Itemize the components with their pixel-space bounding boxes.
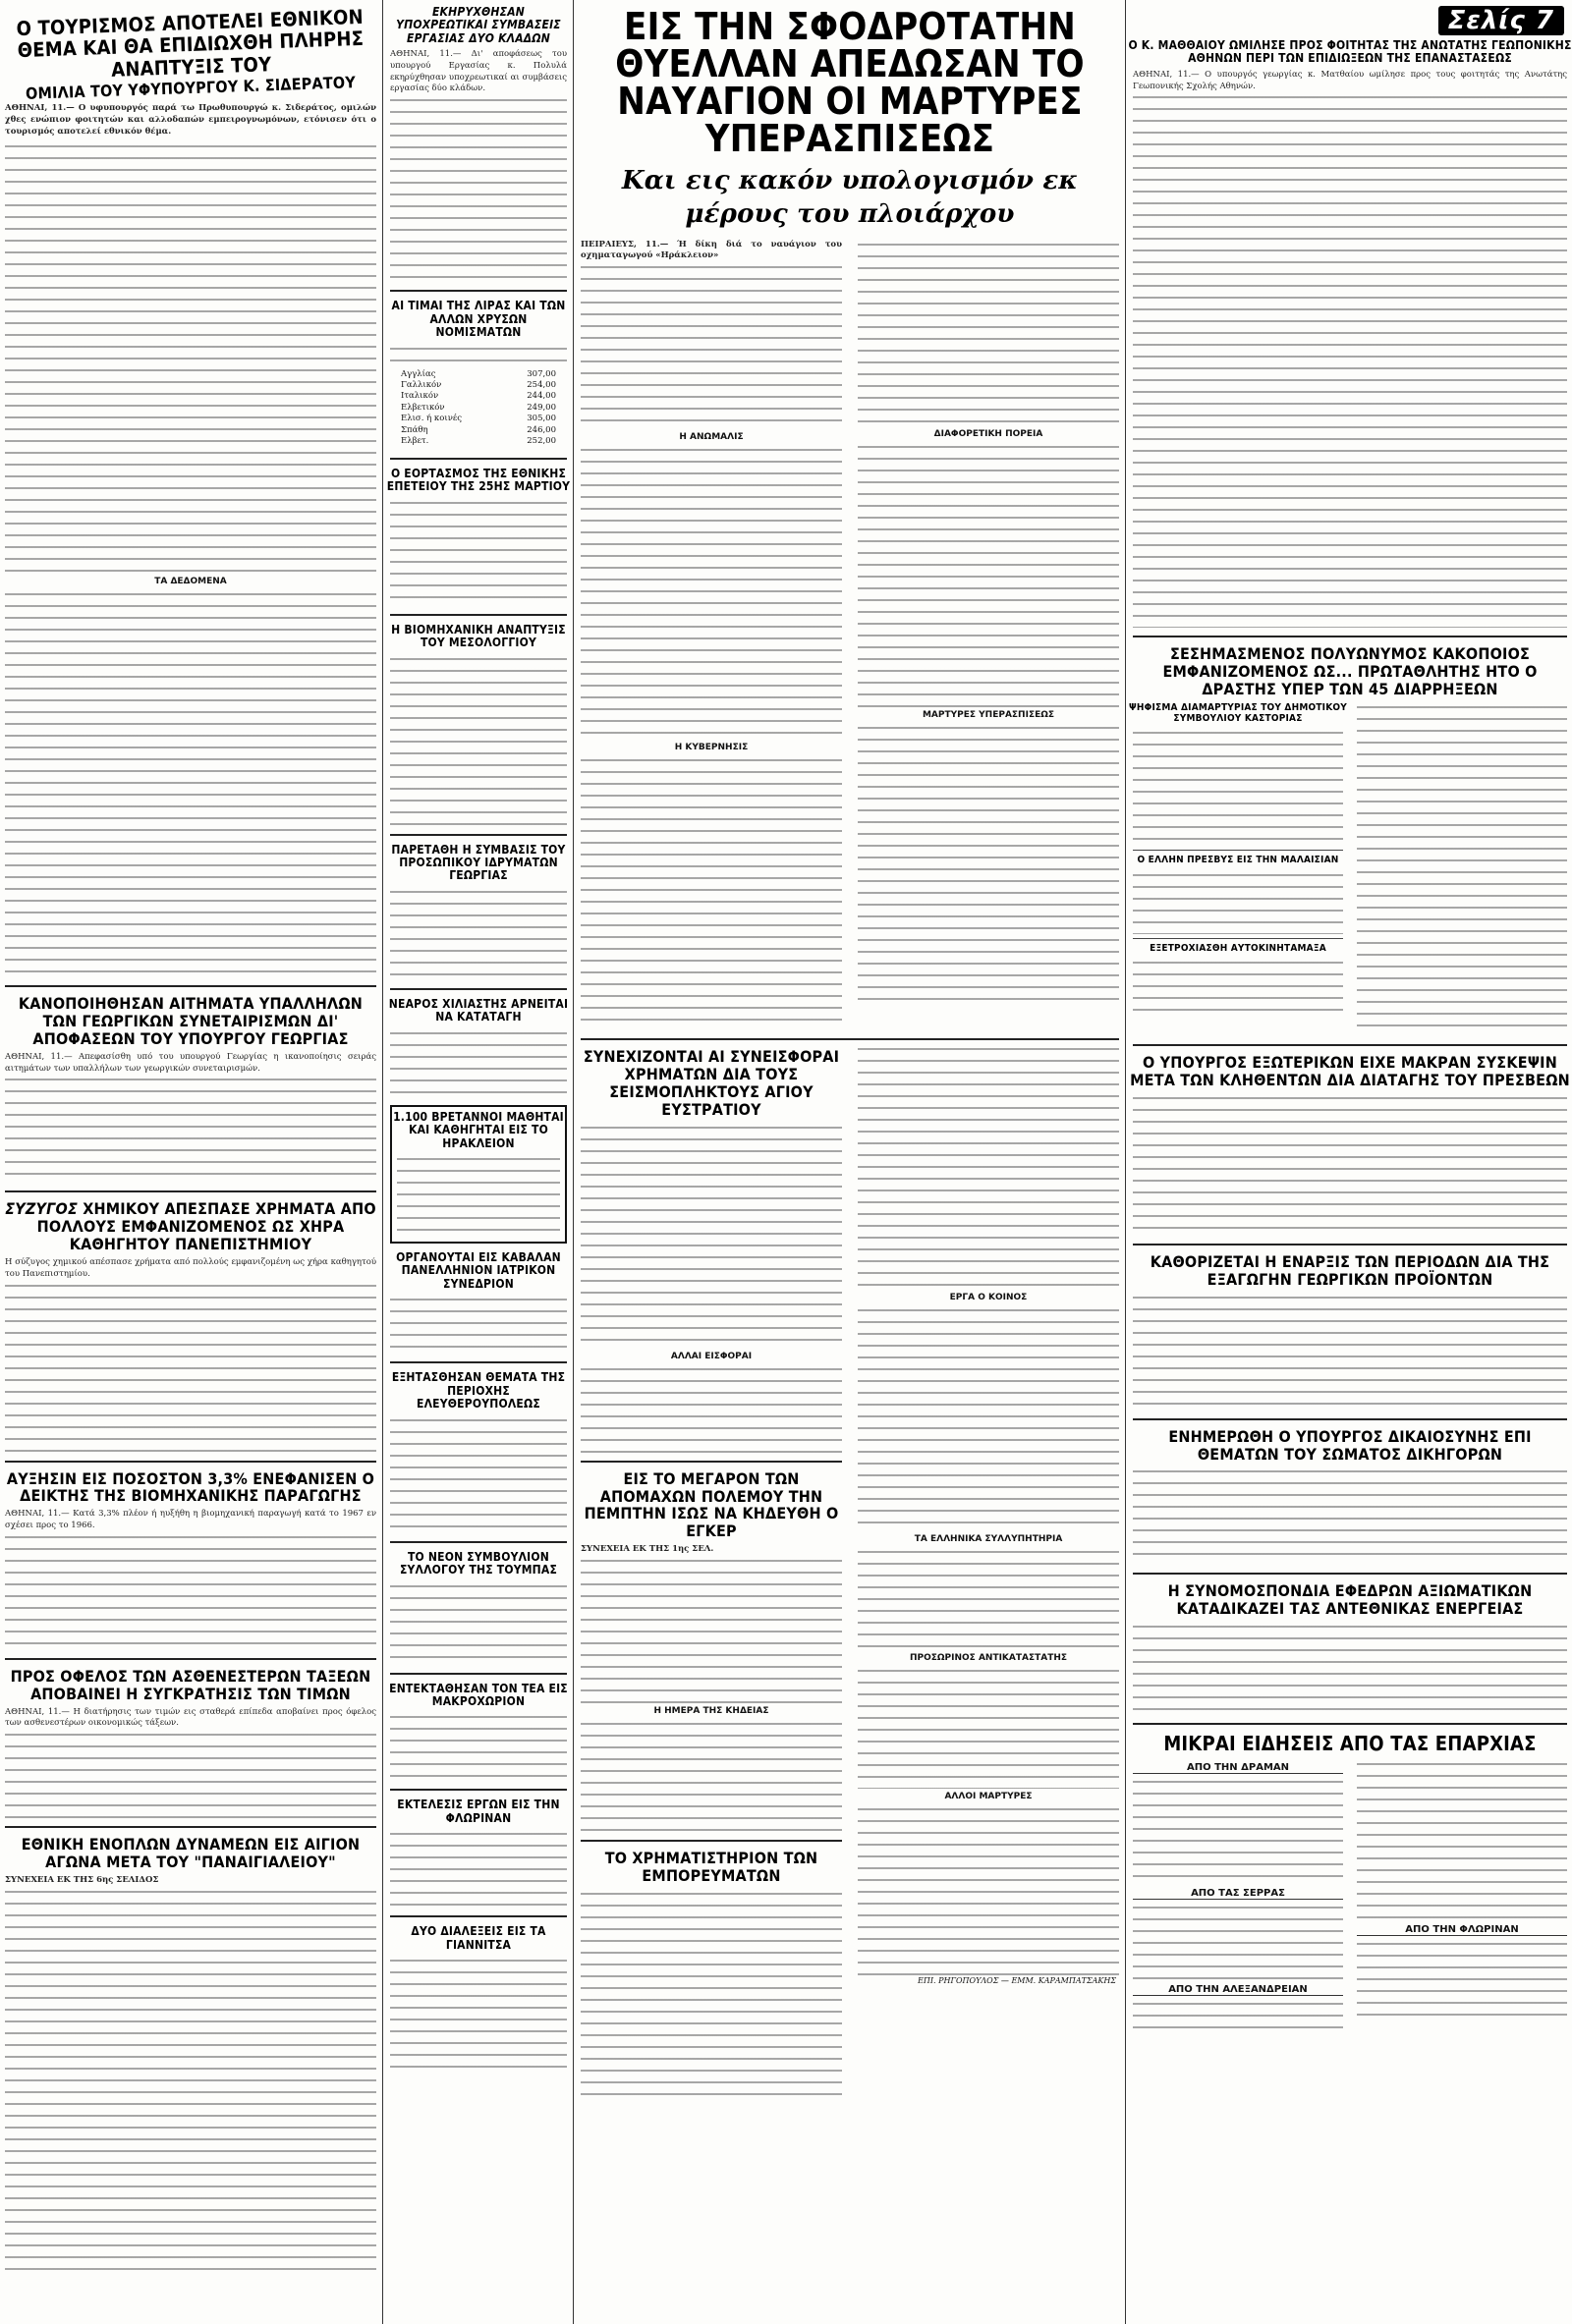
- article-lead: ΑΘΗΝΑΙ, 11.— Δι' αποφάσεως του υπουργού Εργασίας κ. Πολυλά εκηρύχθησαν υποχρεωτικαί αι συμβάσεις εργασίας δύο κλάδων.: [390, 49, 567, 94]
- article-body-text: [5, 1730, 376, 1818]
- article-body-text: [1357, 1759, 1567, 1921]
- article-kavala-congress: [385, 1247, 572, 1357]
- subheadline: ΟΜΙΛΙΑ ΤΟΥ ΥΦΥΠΟΥΡΓΟΥ Κ. ΣΙΔΕΡΑΤΟΥ: [25, 73, 357, 104]
- divider: [581, 1840, 842, 1842]
- article-body-text: [858, 442, 1119, 707]
- divider: [1133, 636, 1567, 637]
- divider: [390, 988, 567, 990]
- column-2: [385, 0, 572, 2324]
- headline: ΕΚΤΕΛΕΣΙΣ ΕΡΓΩΝ ΕΙΣ ΤΗΝ ΦΛΩΡΙΝΑΝ: [397, 1798, 560, 1825]
- section-subhead: Η ΚΥΒΕΡΝΗΣΙΣ: [674, 743, 749, 753]
- headline: ΕΙΣ ΤΟ ΜΕΓΑΡΟΝ ΤΩΝ ΑΠΟΜΑΧΩΝ ΠΟΛΕΜΟΥ ΤΗΝ ΠΕΜΠΤΗΝ ΙΣΩΣ ΝΑ ΚΗΔΕΥΘΗ Ο ΕΓΚΕΡ: [584, 1468, 839, 1541]
- headline: ΕΚΗΡΥΧΘΗΣΑΝ ΥΠΟΧΡΕΩΤΙΚΑΙ ΣΥΜΒΑΣΕΙΣ ΕΡΓΑΣΙΑΣ ΔΥΟ ΚΛΑΔΩΝ: [396, 5, 561, 45]
- divider: [5, 1461, 376, 1463]
- headline: Ο Κ. ΜΑΘΘΑΙΟΥ ΩΜΙΛΗΣΕ ΠΡΟΣ ΦΟΙΤΗΤΑΣ ΤΗΣ ΑΝΩΤΑΤΗΣ ΓΕΩΠΟΝΙΚΗΣ ΑΘΗΝΩΝ ΠΕΡΙ ΤΩΝ ΕΠΙΔΙΩΞΕΩΝ ΤΗΣ ΕΠΑΝΑΣΤΑΣΕΩΣ: [1128, 38, 1572, 66]
- lower-columns: [576, 1044, 1124, 2109]
- article-body-text: [581, 445, 842, 740]
- main-subheadline: Και εις κακόν υπολογισμόν εκ μέρους του πλοιάρχου: [621, 166, 1079, 229]
- divider: [1133, 1244, 1567, 1245]
- divider: [1133, 1418, 1567, 1420]
- article-tourism: [0, 0, 381, 981]
- headline: ΑΙ ΤΙΜΑΙ ΤΗΣ ΛΙΡΑΣ ΚΑΙ ΤΩΝ ΑΛΛΩΝ ΧΡΥΣΩΝ ΝΟΜΙΣΜΑΤΩΝ: [391, 299, 566, 340]
- headline: Ο ΥΠΟΥΡΓΟΣ ΕΞΩΤΕΡΙΚΩΝ ΕΙΧΕ ΜΑΚΡΑΝ ΣΥΣΚΕΨΙΝ ΜΕΤΑ ΤΩΝ ΚΛΗΘΕΝΤΩΝ ΔΙΑ ΔΙΑΤΑΓΗΣ ΤΟΥ ΠΡΕΣΒΕΩΝ: [1130, 1053, 1570, 1089]
- article-lead: ΑΘΗΝΑΙ, 11.— Ο υφυπουργός παρά τω Πρωθυπουργώ κ. Σιδεράτος, ομιλών χθες ενώπιον φοιτητών και αλλοδαπών εμπειρογνωμόνων, ετόνισεν ότι ο τουρισμός αποτελεί εθνικόν θέμα.: [5, 103, 376, 137]
- headline: ΕΝΤΕΚΤΑΘΗΣΑΝ ΤΟΝ ΤΕΑ ΕΙΣ ΜΑΚΡΟΧΩΡΙΟΝ: [389, 1681, 568, 1708]
- headline: ΤΟ ΧΡΗΜΑΤΙΣΤΗΡΙΟΝ ΤΩΝ ΕΜΠΟΡΕΥΜΑΤΩΝ: [604, 1849, 818, 1885]
- section-title: ΑΠΟ ΤΑΣ ΣΕΡΡΑΣ: [1133, 1888, 1343, 1900]
- headline: Ο ΕΛΛΗΝ ΠΡΕΣΒΥΣ ΕΙΣ ΤΗΝ ΜΑΛΑΙΣΙΑΝ: [1137, 855, 1339, 866]
- article-body-text: [390, 1829, 567, 1908]
- article-lead: ΑΘΗΝΑΙ, 11.— Ο υπουργός γεωργίας κ. Ματθαίου ωμίλησε προς τους φοιτητάς της Ανωτάτης Γεωπονικής Σχολής Αθηνών.: [1133, 69, 1567, 91]
- divider: [390, 290, 567, 292]
- article-burglar: [1128, 641, 1572, 1040]
- article-body-text: [390, 1295, 567, 1354]
- column-3: [576, 0, 1124, 2324]
- article-makrochori: [385, 1679, 572, 1786]
- divider: [581, 1461, 842, 1463]
- article-columns: [1128, 702, 1572, 1036]
- column-rule: [1125, 0, 1126, 2324]
- article-body-text: [1133, 1622, 1567, 1715]
- article-subcolumn: [576, 1044, 847, 2109]
- divider: [1133, 1723, 1567, 1725]
- gold-price-row: [401, 436, 556, 447]
- column-rule: [573, 0, 574, 2324]
- article-chemist-wife: [0, 1196, 381, 1456]
- headline-kicker: ΣΥΖΥΓΟΣ: [5, 1199, 78, 1219]
- headline: Η ΒΙΟΜΗΧΑΝΙΚΗ ΑΝΑΠΤΥΞΙΣ ΤΟΥ ΜΕΣΟΛΟΓΓΙΟΥ: [391, 622, 566, 650]
- article-body-text: [5, 589, 376, 977]
- article-body-text: [397, 1154, 560, 1238]
- article-commodity-exchange: [576, 1846, 847, 2109]
- article-body-text: [1133, 1466, 1567, 1565]
- article-earthquake-aid: [576, 1044, 847, 1457]
- article-body-text: [858, 1305, 1119, 1531]
- coin-name: Αγγλίας: [401, 368, 436, 379]
- headline-text: ΧΗΜΙΚΟΥ ΑΠΕΣΠΑΣΕ ΧΡΗΜΑΤΑ ΑΠΟ ΠΟΛΛΟΥΣ ΕΜΦΑΝΙΖΟΜΕΝΟΣ ΩΣ ΧΗΡΑ ΚΑΘΗΓΗΤΟΥ ΠΑΝΕΠΙΣΤΗΜΙΟΥ: [36, 1199, 376, 1254]
- dateline: ΠΕΙΡΑΙΕΥΣ, 11.— Ή δίκη διά το ναυάγιον του οχηματαγωγού «Ηράκλειον»: [581, 239, 842, 261]
- section-subhead: Η ΑΝΩΜΑΛΙΣ: [679, 432, 744, 443]
- article-export-periods: [1128, 1249, 1572, 1414]
- article-body-text: [581, 262, 842, 429]
- headline: ΨΗΦΙΣΜΑ ΔΙΑΜΑΡΤΥΡΙΑΣ ΤΟΥ ΔΗΜΟΤΙΚΟΥ ΣΥΜΒΟΥΛΙΟΥ ΚΑΣΤΟΡΙΑΣ: [1129, 702, 1347, 725]
- article-body-text: [390, 1415, 567, 1533]
- main-headline: ΕΙΣ ΤΗΝ ΣΦΟΔΡΟΤΑΤΗΝ ΘΥΕΛΛΑΝ ΑΠΕΔΩΣΑΝ ΤΟ ΝΑΥΑΓΙΟΝ ΟΙ ΜΑΡΤΥΡΕΣ ΥΠΕΡΑΣΠΙΣΕΩΣ: [615, 5, 1085, 160]
- headline: ΑΥΞΗΣΙΝ ΕΙΣ ΠΟΣΟΣΤΟΝ 3,3% ΕΝΕΦΑΝΙΣΕΝ Ο ΔΕΙΚΤΗΣ ΤΗΣ ΒΙΟΜΗΧΑΝΙΚΗΣ ΠΑΡΑΓΩΓΗΣ: [6, 1468, 375, 1506]
- article-industry-index: [0, 1466, 381, 1654]
- page-number: [1128, 6, 1572, 35]
- section-subhead: ΤΑ ΔΕΔΟΜΕΝΑ: [154, 577, 227, 587]
- coin-name: Ελισ. ή κοινές: [401, 414, 463, 424]
- article-body-text: [858, 1804, 1119, 1976]
- section-headline: ΜΙΚΡΑΙ ΕΙΔΗΣΕΙΣ ΑΠΟ ΤΑΣ ΕΠΑΡΧΙΑΣ: [1163, 1732, 1537, 1756]
- article-labor-contracts: [385, 0, 572, 286]
- article-subcolumn: [1128, 1759, 1348, 2038]
- article-body-text: [5, 1281, 376, 1453]
- divider: [390, 1361, 567, 1363]
- article-body-text: [858, 1547, 1119, 1650]
- article-florina-works: [385, 1795, 572, 1911]
- article-body-text: [1133, 1093, 1567, 1236]
- article-body-text: [858, 723, 1119, 1003]
- gold-price-row: [401, 403, 556, 414]
- headline: ΣΕΣΗΜΑΣΜΕΝΟΣ ΠΟΛΥΩΝΥΜΟΣ ΚΑΚΟΠΟΙΟΣ ΕΜΦΑΝΙΖΟΜΕΝΟΣ ΩΣ... ΠΡΩΤΑΘΛΗΤΗΣ ΗΤΟ Ο ΔΡΑΣΤΗΣ ΥΠΕΡ ΤΩΝ 45 ΔΙΑΡΡΗΞΕΩΝ: [1162, 644, 1538, 699]
- article-justice-minister: [1128, 1424, 1572, 1570]
- article-subcolumn: [576, 240, 847, 1030]
- article-body-text: [390, 887, 567, 980]
- headline: ΝΕΑΡΟΣ ΧΙΛΙΑΣΤΗΣ ΑΡΝΕΙΤΑΙ ΝΑ ΚΑΤΑΤΑΓΗ: [388, 996, 569, 1024]
- gold-price-row: [401, 414, 556, 424]
- article-body-text: [1357, 702, 1567, 1036]
- article-body-text: [1133, 1999, 1343, 2038]
- article-body-text: [581, 1556, 842, 1703]
- article-lead: ΑΘΗΝΑΙ, 11.— Κατά 3,3% πλέον ή ηυξήθη η βιομηχανική παραγωγή κατά το 1967 εν σχέσει προς το 1966.: [5, 1509, 376, 1531]
- divider: [390, 1541, 567, 1543]
- article-reserve-officers: [1128, 1578, 1572, 1719]
- gold-price-row: [401, 369, 556, 380]
- column-4: [1128, 0, 1572, 2324]
- section-subhead: ΔΙΑΦΟΡΕΤΙΚΗ ΠΟΡΕΙΑ: [933, 428, 1043, 439]
- headline: ΕΞΕΤΡΟΧΙΑΣΘΗ ΑΥΤΟΚΙΝΗΤΑΜΑΞΑ: [1150, 942, 1326, 954]
- headline: ΚΑΘΟΡΙΖΕΤΑΙ Η ΕΝΑΡΞΙΣ ΤΩΝ ΠΕΡΙΟΔΩΝ ΔΙΑ ΤΗΣ ΕΞΑΓΩΓΗΝ ΓΕΩΡΓΙΚΩΝ ΠΡΟΪΟΝΤΩΝ: [1150, 1251, 1550, 1289]
- article-subcolumn: [1352, 1759, 1572, 2038]
- section-title: ΑΠΟ ΤΗΝ ΦΛΩΡΙΝΑΝ: [1357, 1924, 1567, 1936]
- continuation-note: ΣΥΝΕΧΕΙΑ ΕΚ ΤΗΣ 1ης ΣΕΛ.: [581, 1544, 714, 1555]
- article-body-text: [858, 240, 1119, 426]
- section-title: ΑΠΟ ΤΗΝ ΔΡΑΜΑΝ: [1133, 1762, 1343, 1774]
- section-subhead: ΜΑΡΤΥΡΕΣ ΥΠΕΡΑΣΠΙΣΕΩΣ: [922, 709, 1055, 720]
- article-body-text: [390, 1956, 567, 2074]
- article-body-text: [1357, 1939, 1567, 2018]
- divider: [5, 985, 376, 987]
- article-body-text: [390, 95, 567, 282]
- article-body-text: [858, 1666, 1119, 1789]
- column-rule: [382, 0, 383, 2324]
- divider: [390, 458, 567, 460]
- section-subhead: ΑΛΛΟΙ ΜΑΡΤΥΡΕΣ: [944, 1792, 1033, 1802]
- gold-price-row: [401, 425, 556, 436]
- article-body-text: [390, 654, 567, 826]
- article-young-chiliast: [385, 994, 572, 1101]
- article-body-text: [1133, 728, 1343, 846]
- section-subhead: ΕΡΓΑ Ο ΚΟΙΝΟΣ: [949, 1293, 1028, 1303]
- divider: [390, 614, 567, 616]
- coin-name: Σπάθη: [401, 424, 428, 435]
- headline: ΠΑΡΕΤΑΘΗ Η ΣΥΜΒΑΣΙΣ ΤΟΥ ΠΡΟΣΩΠΙΚΟΥ ΙΔΡΥΜΑΤΩΝ ΓΕΩΡΓΙΑΣ: [391, 842, 566, 883]
- article-toumba-council: [385, 1547, 572, 1669]
- divider: [390, 834, 567, 836]
- article-subcolumn: [853, 240, 1124, 1030]
- article-matthaiou: [1128, 0, 1572, 632]
- coin-price: 254,00: [527, 379, 556, 390]
- section-subhead: ΠΡΟΣΩΡΙΝΟΣ ΑΝΤΙΚΑΤΑΣΤΑΤΗΣ: [909, 1653, 1068, 1664]
- coin-price: 252,00: [527, 436, 556, 447]
- article-body-text: [5, 141, 376, 574]
- divider: [5, 1826, 376, 1828]
- article-shipwreck: [576, 0, 1124, 1034]
- divider: [1133, 850, 1343, 851]
- article-gold-prices: [385, 296, 572, 454]
- headline: Ο ΤΟΥΡΙΣΜΟΣ ΑΠΟΤΕΛΕΙ ΕΘΝΙΚΟΝ ΘΕΜΑ ΚΑΙ ΘΑ ΕΠΙΔΙΩΧΘΗ ΠΛΗΡΗΣ ΑΝΑΠΤΥΞΙΣ ΤΟΥ: [16, 4, 365, 82]
- coin-price: 305,00: [527, 414, 556, 424]
- headline: ΕΞΗΤΑΣΘΗΣΑΝ ΘΕΜΑΤΑ ΤΗΣ ΠΕΡΙΟΧΗΣ ΕΛΕΥΘΕΡΟΥΠΟΛΕΩΣ: [391, 1370, 566, 1411]
- article-national-day: [385, 464, 572, 610]
- article-body-text: [581, 1123, 842, 1349]
- gold-price-row: [401, 391, 556, 402]
- article-body-text: [5, 1887, 376, 2280]
- headline: ΕΝΗΜΕΡΩΘΗ Ο ΥΠΟΥΡΓΟΣ ΔΙΚΑΙΟΣΥΝΗΣ ΕΠΙ ΘΕΜΑΤΩΝ ΤΟΥ ΣΩΜΑΤΟΣ ΔΙΚΗΓΟΡΩΝ: [1168, 1426, 1532, 1464]
- headline: ΚΑΝΟΠΟΙΗΘΗΣΑΝ ΑΙΤΗΜΑΤΑ ΥΠΑΛΛΗΛΩΝ ΤΩΝ ΓΕΩΡΓΙΚΩΝ ΣΥΝΕΤΑΙΡΙΣΜΩΝ ΔΙ' ΑΠΟΦΑΣΕΩΝ ΤΟΥ ΥΠΟΥΡΓΟΥ ΓΕΩΡΓΙΑΣ: [18, 994, 364, 1049]
- headline: ΟΡΓΑΝΟΥΤΑΙ ΕΙΣ ΚΑΒΑΛΑΝ ΠΑΝΕΛΛΗΝΙΟΝ ΙΑΤΡΙΚΟΝ ΣΥΝΕΔΡΙΟΝ: [396, 1250, 561, 1291]
- gold-price-table: [385, 367, 572, 450]
- article-lead: ΑΘΗΝΑΙ, 11.— Η διατήρησις των τιμών εις σταθερά επίπεδα αποβαίνει προς όφελος των ασθενεστέρων οικονομικώς τάξεων.: [5, 1706, 376, 1729]
- article-lead: Η σύζυγος χημικού απέσπασε χρήματα από πολλούς εμφανιζομένη ως χήρα καθηγητού του Πανεπιστημίου.: [5, 1257, 376, 1279]
- article-body-text: [5, 1075, 376, 1183]
- coin-price: 307,00: [527, 368, 556, 379]
- article-body-text: [581, 1889, 842, 2105]
- divider: [1133, 938, 1343, 939]
- article-body-text: [390, 344, 567, 367]
- article-body-text: [5, 1532, 376, 1650]
- article-lead: ΑΘΗΝΑΙ, 11.— Απεφασίσθη υπό του υπουργού Γεωργίας η ικανοποίησις σειράς αιτημάτων των υπαλλήλων των γεωργικών συνεταιρισμών.: [5, 1051, 376, 1074]
- article-body-text: [1133, 1293, 1567, 1411]
- article-egger-funeral: [576, 1466, 847, 1836]
- coin-name: Ιταλικόν: [401, 391, 439, 402]
- headline: [0, 1200, 381, 1253]
- headline: ΠΡΟΣ ΟΦΕΛΟΣ ΤΩΝ ΑΣΘΕΝΕΣΤΕΡΩΝ ΤΑΞΕΩΝ ΑΠΟΒΑΙΝΕΙ Η ΣΥΓΚΡΑΤΗΣΙΣ ΤΩΝ ΤΙΜΩΝ: [10, 1666, 371, 1703]
- headline: ΤΟ ΝΕΟΝ ΣΥΜΒΟΥΛΙΟΝ ΣΥΛΛΟΓΟΥ ΤΗΣ ΤΟΥΜΠΑΣ: [399, 1549, 558, 1577]
- article-mesolongi: [385, 620, 572, 830]
- headline: Ο ΕΟΡΤΑΣΜΟΣ ΤΗΣ ΕΘΝΙΚΗΣ ΕΠΕΤΕΙΟΥ ΤΗΣ 25ΗΣ ΜΑΡΤΙΟΥ: [386, 466, 571, 494]
- headline: ΣΥΝΕΧΙΖΟΝΤΑΙ ΑΙ ΣΥΝΕΙΣΦΟΡΑΙ ΧΡΗΜΑΤΩΝ ΔΙΑ ΤΟΥΣ ΣΕΙΣΜΟΠΛΗΚΤΟΥΣ ΑΓΙΟΥ ΕΥΣΤΡΑΤΙΟΥ: [583, 1047, 840, 1119]
- article-body-text: [581, 755, 842, 1030]
- divider: [5, 1658, 376, 1660]
- coin-name: Ελβετ.: [401, 436, 429, 447]
- headline: 1.100 ΒΡΕΤΑΝΝΟΙ ΜΑΘΗΤΑΙ ΚΑΙ ΚΑΘΗΓΗΤΑΙ ΕΙΣ ΤΟ ΗΡΑΚΛΕΙΟΝ: [393, 1109, 564, 1150]
- article-subcolumn: [853, 1044, 1124, 2109]
- divider: [581, 1038, 1119, 1040]
- headline: ΕΘΝΙΚΗ ΕΝΟΠΛΩΝ ΔΥΝΑΜΕΩΝ ΕΙΣ ΑΙΓΙΟΝ ΑΓΩΝΑ ΜΕΤΑ ΤΟΥ "ΠΑΝΑΙΓΙΑΛΕΙΟΥ": [21, 1835, 361, 1871]
- divider: [1133, 1044, 1567, 1046]
- article-body-text: [1133, 1903, 1343, 1981]
- section-subhead: Η ΗΜΕΡΑ ΤΗΣ ΚΗΔΕΙΑΣ: [653, 1706, 769, 1716]
- article-prices: [0, 1664, 381, 1822]
- headline: ΔΥΟ ΔΙΑΛΕΞΕΙΣ ΕΙΣ ΤΑ ΓΙΑΝΝΙΤΣΑ: [411, 1924, 546, 1952]
- article-subcolumn: [1352, 702, 1572, 1036]
- divider: [5, 1190, 376, 1192]
- article-aigion-match: [0, 1832, 381, 2284]
- article-body-text: [858, 1044, 1119, 1290]
- article-british-students: [390, 1105, 567, 1244]
- article-body-text: [390, 1028, 567, 1097]
- coin-name: Ελβετικόν: [401, 402, 445, 413]
- article-foreign-minister: [1128, 1050, 1572, 1240]
- divider: [1133, 1573, 1567, 1575]
- coin-price: 244,00: [527, 391, 556, 402]
- coin-price: 246,00: [527, 424, 556, 435]
- article-body-text: [1133, 870, 1343, 934]
- page-badge: Σελίς 7: [1438, 6, 1564, 35]
- signature: ΕΠΙ. ΡΗΓΟΠΟΥΛΟΣ — ΕΜΜ. ΚΑΡΑΜΠΑΤΣΑΚΗΣ: [918, 1976, 1116, 1986]
- section-provincial-news: [1128, 1729, 1572, 2041]
- article-body-text: [1133, 958, 1343, 1012]
- coin-price: 249,00: [527, 402, 556, 413]
- column-1: [0, 0, 381, 2324]
- article-eleftheroupolis: [385, 1367, 572, 1536]
- headline: Η ΣΥΝΟΜΟΣΠΟΝΔΙΑ ΕΦΕΔΡΩΝ ΑΞΙΩΜΑΤΙΚΩΝ ΚΑΤΑΔΙΚΑΖΕΙ ΤΑΣ ΑΝΤΕΘΝΙΚΑΣ ΕΝΕΡΓΕΙΑΣ: [1167, 1581, 1533, 1619]
- continuation-note: ΣΥΝΕΧΕΙΑ ΕΚ ΤΗΣ 6ης ΣΕΛΙΔΟΣ: [5, 1874, 159, 1885]
- divider: [390, 1789, 567, 1791]
- article-columns: [1128, 1759, 1572, 2038]
- section-subhead: ΤΑ ΕΛΛΗΝΙΚΑ ΣΥΛΛΥΠΗΤΗΡΙΑ: [914, 1534, 1063, 1545]
- article-body-text: [1133, 1777, 1343, 1885]
- article-body-text: [581, 1719, 842, 1832]
- article-giannitsa-lectures: [385, 1921, 572, 2077]
- article-columns: [576, 240, 1124, 1030]
- section-title: ΑΠΟ ΤΗΝ ΑΛΕΞΑΝΔΡΕΙΑΝ: [1133, 1984, 1343, 1996]
- article-body-text: [390, 498, 567, 606]
- article-body-text: [1133, 92, 1567, 628]
- gold-price-row: [401, 380, 556, 391]
- article-agri-staff: [385, 840, 572, 984]
- article-cooperatives: [0, 991, 381, 1187]
- article-body-text: [390, 1712, 567, 1781]
- section-subhead: ΑΛΛΑΙ ΕΙΣΦΟΡΑΙ: [670, 1351, 753, 1361]
- divider: [390, 1915, 567, 1917]
- divider: [390, 1673, 567, 1675]
- article-body-text: [581, 1364, 842, 1453]
- article-body-text: [390, 1581, 567, 1665]
- coin-name: Γαλλικόν: [401, 379, 442, 390]
- article-subcolumn: [1128, 702, 1348, 1036]
